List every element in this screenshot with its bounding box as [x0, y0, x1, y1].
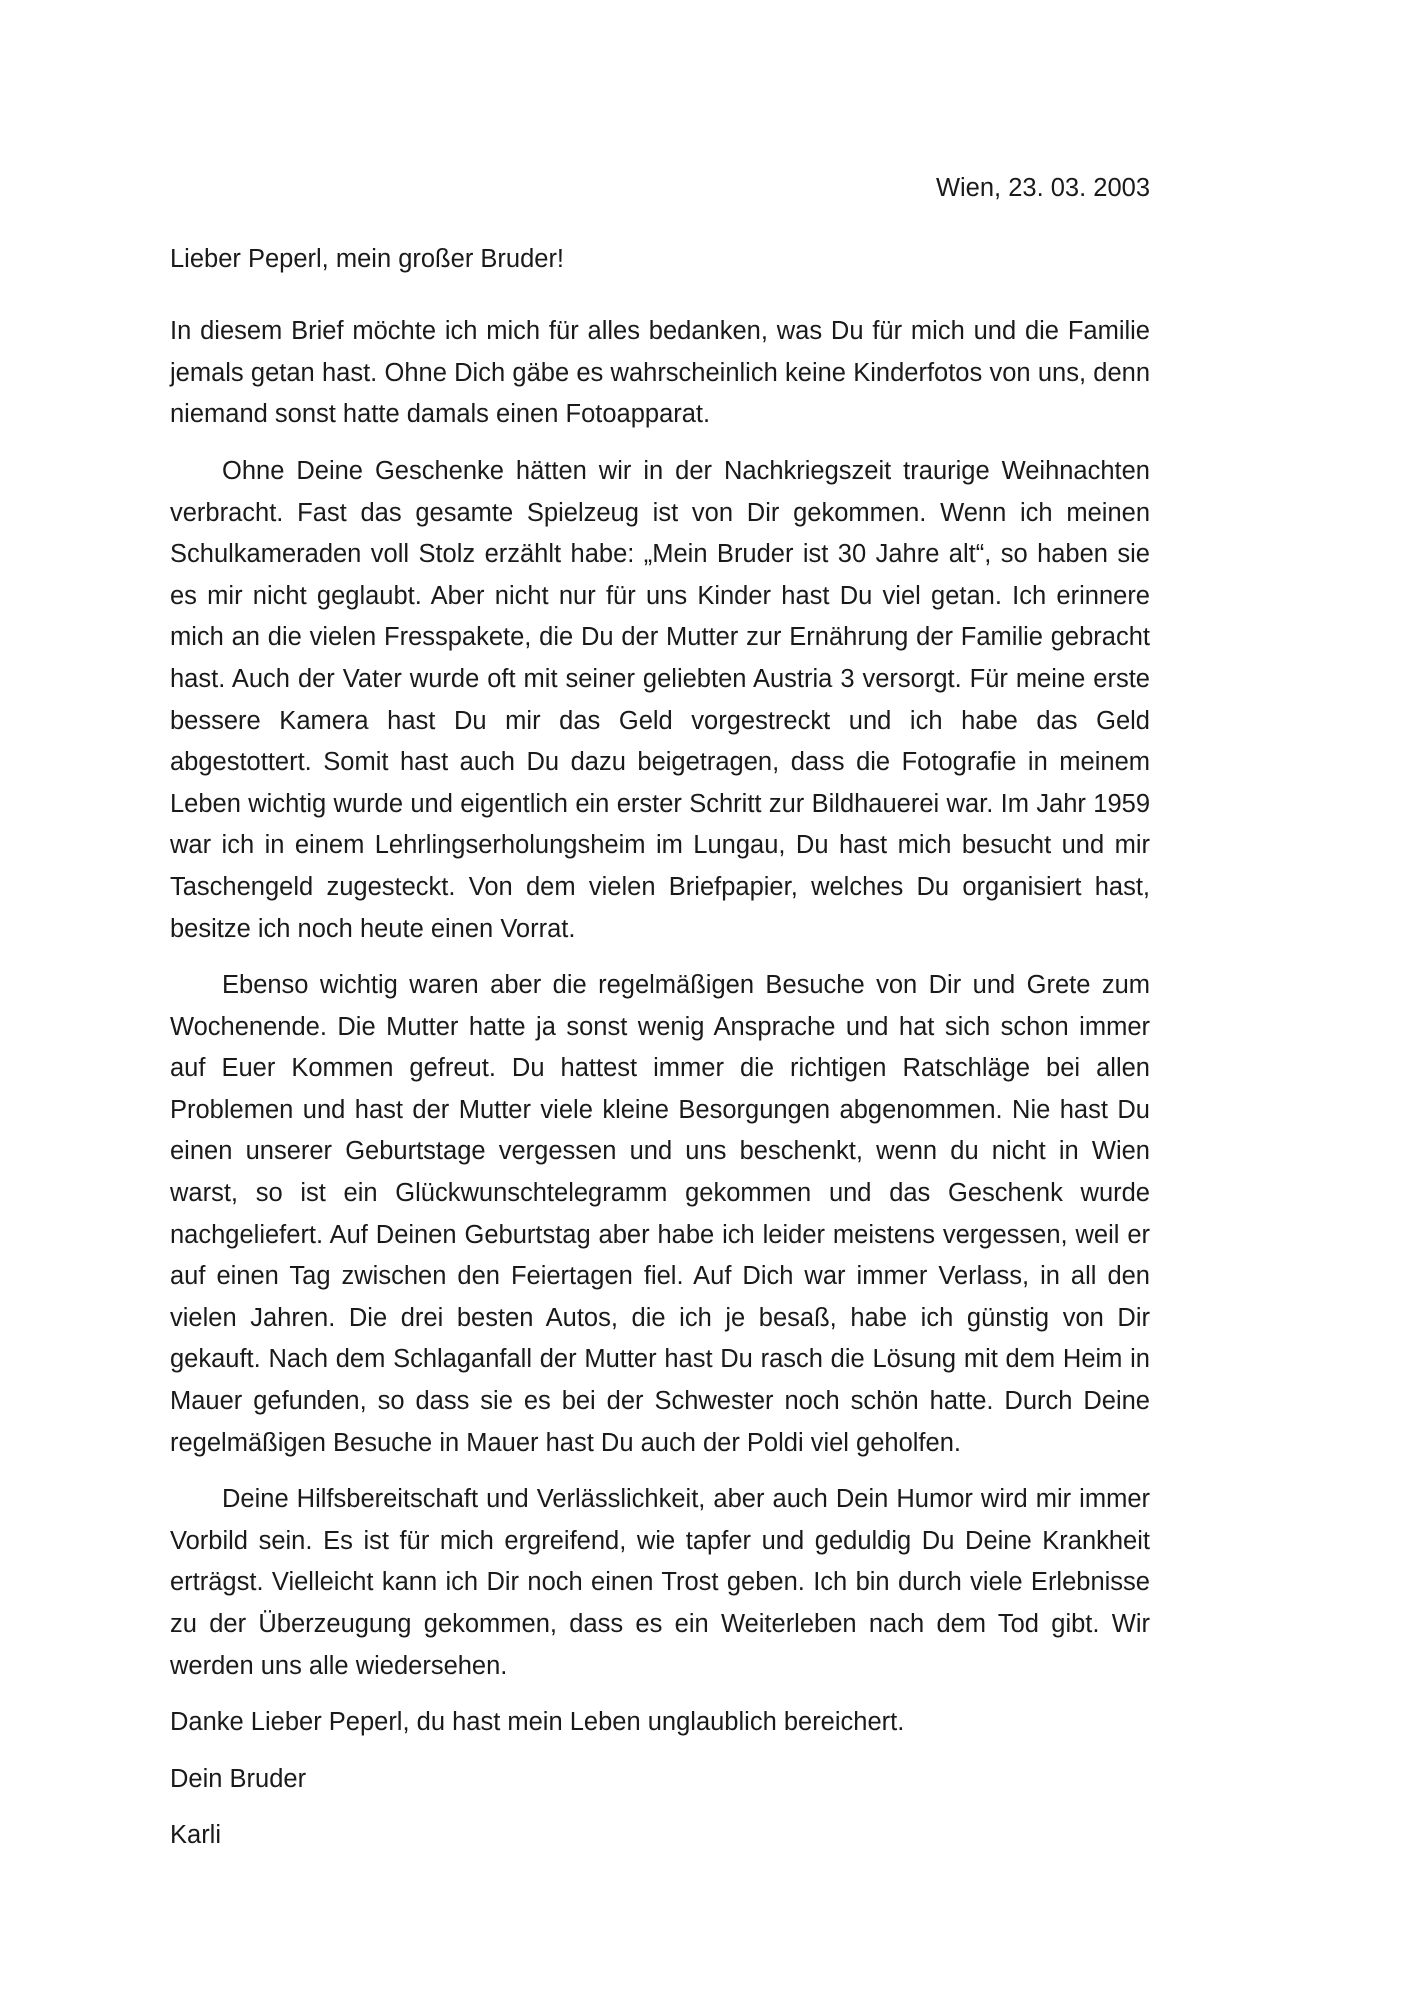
paragraph-4: Deine Hilfsbereitschaft und Verlässlichkeit, aber auch Dein Humor wird mir immer Vorbild sein. Es ist für mich ergreifend, wie tapfer und geduldig Du Deine Krankheit erträgst. Vielleicht kann ich Dir noch einen Trost geben. Ich bin durch viele Erlebnisse zu der Überzeugung gekommen, dass es ein Weiterleben nach dem Tod gibt. Wir werden uns alle wiedersehen.	[170, 1485, 1150, 1680]
letter-body	[170, 168, 1150, 1872]
sign-off: Dein Bruder	[170, 1764, 307, 1793]
paragraph-3: Ebenso wichtig waren aber die regelmäßigen Besuche von Dir und Grete zum Wochenende. Die Mutter hatte ja sonst wenig Ansprache und hat sich schon immer auf Euer Kommen gefreut. Du hattest immer die richtigen Ratschläge bei allen Problemen und hast der Mutter viele kleine Besorgungen abgenommen. Nie hast Du einen unserer Geburtstage vergessen und uns beschenkt, wenn du nicht in Wien warst, so ist ein Glückwunschtelegramm gekommen und das Geschenk wurde nachgeliefert. Auf Deinen Geburtstag aber habe ich leider meistens vergessen, weil er auf einen Tag zwischen den Feiertagen fiel. Auf Dich war immer Verlass, in all den vielen Jahren. Die drei besten Autos, die ich je besaß, habe ich günstig von Dir gekauft. Nach dem Schlaganfall der Mutter hast Du rasch die Lösung mit dem Heim in Mauer gefunden, so dass sie es bei der Schwester noch schön hatte. Durch Deine regelmäßigen Besuche in Mauer hast Du auch der Poldi viel geholfen.	[170, 971, 1150, 1457]
paragraph-1: In diesem Brief möchte ich mich für alles bedanken, was Du für mich und die Familie jemals getan hast. Ohne Dich gäbe es wahrscheinlich keine Kinderfotos von uns, denn niemand sonst hatte damals einen Fotoapparat.	[170, 317, 1150, 429]
date-line: Wien, 23. 03. 2003	[935, 174, 1150, 202]
paragraph-2: Ohne Deine Geschenke hätten wir in der Nachkriegszeit traurige Weihnachten verbracht. Fast das gesamte Spielzeug ist von Dir gekommen. Wenn ich meinen Schulkameraden voll Stolz erzählt habe: „Mein Bruder ist 30 Jahre alt“, so haben sie es mir nicht geglaubt. Aber nicht nur für uns Kinder hast Du viel getan. Ich erinnere mich an die vielen Fresspakete, die Du der Mutter zur Ernährung der Familie gebracht hast. Auch der Vater wurde oft mit seiner geliebten Austria 3 versorgt. Für meine erste bessere Kamera hast Du mir das Geld vorgestreckt und ich habe das Geld abgestottert. Somit hast auch Du dazu beigetragen, dass die Fotografie in meinem Leben wichtig wurde und eigentlich ein erster Schritt zur Bildhauerei war. Im Jahr 1959 war ich in einem Lehrlingserholungsheim im Lungau, Du hast mich besucht und mir Taschengeld zugesteckt. Von dem vielen Briefpapier, welches Du organisiert hast, besitze ich noch heute einen Vorrat.	[170, 456, 1150, 943]
closing-line: Danke Lieber Peperl, du hast mein Leben unglaublich bereichert.	[170, 1708, 905, 1737]
signature-name: Karli	[170, 1821, 222, 1850]
salutation: Lieber Peperl, mein großer Bruder!	[170, 244, 565, 273]
